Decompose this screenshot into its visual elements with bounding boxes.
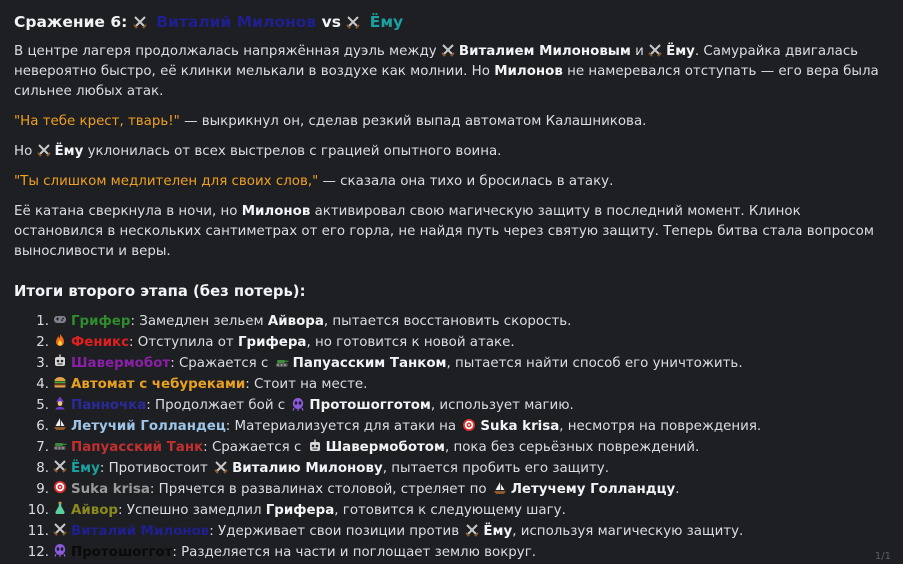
summary-item xyxy=(14,438,889,458)
text: , готовится к следующему шагу. xyxy=(334,503,566,518)
burger-icon xyxy=(53,375,67,389)
text: и xyxy=(630,44,649,59)
character-name: Виталий Милонов xyxy=(71,524,210,539)
item-description xyxy=(170,354,742,374)
battle-title xyxy=(14,9,889,35)
target-name: Грифера xyxy=(237,335,307,350)
target-icon xyxy=(462,418,476,432)
summary-item xyxy=(14,354,889,374)
item-number: 7. xyxy=(36,440,49,455)
text: Её катана сверкнула в ночи, но xyxy=(14,204,242,219)
summary-list xyxy=(14,312,889,563)
text: . xyxy=(675,482,680,497)
crossed-swords-icon xyxy=(133,11,147,25)
text: : Сражается с xyxy=(203,440,306,455)
paragraph-3 xyxy=(14,142,889,162)
text: : Стоит на месте. xyxy=(245,377,368,392)
name-bold: Милонов xyxy=(241,204,311,219)
text: : Продолжает бой с xyxy=(146,398,290,413)
alien-icon xyxy=(53,543,67,557)
swords-icon xyxy=(465,523,479,537)
item-number: 8. xyxy=(36,461,49,476)
paragraph-quote-2 xyxy=(14,172,889,192)
name-bold: Ёму xyxy=(666,44,695,59)
item-description xyxy=(172,543,536,563)
summary-item xyxy=(14,375,889,395)
summary-item xyxy=(14,501,889,521)
quote-text: "На тебе крест, тварь!" xyxy=(14,114,180,129)
character-name: Феникс xyxy=(71,335,130,350)
text: В центре лагеря продолжалась напряжённая дуэль между xyxy=(14,44,441,59)
vs-label: vs xyxy=(321,13,341,31)
page-indicator: 1/1 xyxy=(874,551,891,562)
text: , пока без серьёзных повреждений. xyxy=(444,440,700,455)
paragraph-5 xyxy=(14,202,889,262)
item-description xyxy=(146,396,574,416)
text: не намеревался отступать — его вера была сильнее любых атак. xyxy=(14,64,879,99)
crossed-swords-icon xyxy=(37,143,51,157)
summary-item xyxy=(14,480,889,500)
target-name: Грифера xyxy=(265,503,335,518)
tank-icon xyxy=(53,438,67,452)
text: : Разделяется на части и поглощает землю вокруг. xyxy=(172,545,537,560)
text: : Отступила от xyxy=(129,335,238,350)
character-name: Ёму xyxy=(71,461,100,476)
name-bold: Ёму xyxy=(54,144,84,159)
swords-icon xyxy=(214,460,228,474)
text: , пытается восстановить скорость. xyxy=(323,314,572,329)
tank-icon xyxy=(275,355,289,369)
summary-title: Итоги второго этапа (без потерь): xyxy=(14,283,306,300)
alien-icon xyxy=(291,397,305,411)
character-name: Suka krisa xyxy=(71,482,150,497)
text: , пытается пробить его защиту. xyxy=(382,461,609,476)
mage-icon xyxy=(53,396,67,410)
summary-item xyxy=(14,333,889,353)
text: уклонилась от всех выстрелов с грацией опытного воина. xyxy=(83,144,502,159)
summary-item xyxy=(14,459,889,479)
ship-icon xyxy=(53,417,67,431)
text: , используя магическую защиту. xyxy=(512,524,744,539)
crossed-swords-icon xyxy=(648,43,662,57)
item-description xyxy=(130,312,571,332)
fighter1-name: Виталий Милонов xyxy=(156,13,317,31)
text: : Успешно замедлил xyxy=(118,503,266,518)
swords-icon xyxy=(53,459,67,473)
text: — сказала она тихо и бросилась в атаку. xyxy=(318,174,614,189)
text: , использует магию. xyxy=(430,398,574,413)
text: : Противостоит xyxy=(99,461,213,476)
name-bold: Виталием Милоновым xyxy=(458,44,631,59)
item-description xyxy=(150,480,680,500)
summary-item xyxy=(14,417,889,437)
item-number: 12. xyxy=(27,545,49,560)
target-name: Suka krisa xyxy=(480,419,560,434)
text: : Удерживает свои позиции против xyxy=(209,524,464,539)
item-number: 5. xyxy=(36,398,49,413)
fire-icon xyxy=(53,333,67,347)
target-name: Летучему Голландцу xyxy=(510,482,676,497)
crossed-swords-icon xyxy=(441,43,455,57)
target-icon xyxy=(53,480,67,494)
title-prefix: Сражение 6: xyxy=(14,13,128,31)
item-number: 3. xyxy=(36,356,49,371)
character-name: Протошоггот xyxy=(71,545,173,560)
character-name: Папуасский Танк xyxy=(71,440,204,455)
text: , несмотря на повреждения. xyxy=(559,419,762,434)
fighter2-name: Ёму xyxy=(369,13,404,31)
item-description xyxy=(203,438,699,458)
robot-icon xyxy=(53,354,67,368)
name-bold: Милонов xyxy=(494,64,563,79)
character-name: Грифер xyxy=(71,314,131,329)
character-name: Айвор xyxy=(71,503,119,518)
character-name: Автомат с чебуреками xyxy=(71,377,246,392)
quote-text: "Ты слишком медлителен для своих слов," xyxy=(14,174,319,189)
crossed-swords-icon xyxy=(346,11,360,25)
target-name: Шавермоботом xyxy=(325,440,445,455)
paragraph-quote-1 xyxy=(14,112,889,132)
ship-icon xyxy=(493,481,507,495)
item-number: 9. xyxy=(36,482,49,497)
text: — выкрикнул он, сделав резкий выпад автоматом Калашникова. xyxy=(179,114,647,129)
item-number: 4. xyxy=(36,377,49,392)
paragraph-1 xyxy=(14,42,889,102)
item-description xyxy=(118,501,566,521)
target-name: Айвора xyxy=(267,314,324,329)
item-description xyxy=(129,333,515,353)
item-number: 11. xyxy=(27,524,49,539)
potion-icon xyxy=(53,501,67,515)
text: : Сражается с xyxy=(170,356,273,371)
text: , но готовится к новой атаке. xyxy=(306,335,515,350)
target-name: Протошогготом xyxy=(309,398,431,413)
item-description xyxy=(100,459,609,479)
target-name: Виталию Милонову xyxy=(232,461,383,476)
text: , пытается найти способ его уничтожить. xyxy=(446,356,743,371)
summary-item xyxy=(14,522,889,542)
character-name: Шавермобот xyxy=(71,356,171,371)
summary-item xyxy=(14,312,889,332)
text: Но xyxy=(14,144,37,159)
summary-item xyxy=(14,396,889,416)
text: : Замедлен зельем xyxy=(130,314,268,329)
text: : Материализуется для атаки на xyxy=(225,419,461,434)
target-name: Папуасским Танком xyxy=(292,356,447,371)
item-description xyxy=(226,417,761,437)
text: : Прячется в развалинах столовой, стреляет по xyxy=(149,482,491,497)
item-number: 1. xyxy=(36,314,49,329)
item-description xyxy=(245,375,367,395)
summary-item xyxy=(14,543,889,563)
item-number: 10. xyxy=(27,503,49,518)
item-description xyxy=(209,522,743,542)
item-number: 6. xyxy=(36,419,49,434)
item-number: 2. xyxy=(36,335,49,350)
gamepad-icon xyxy=(53,312,67,326)
text: . Самурайка двигалась невероятно быстро, её клинки мелькали в воздухе как молнии. Но xyxy=(14,44,859,79)
robot-icon xyxy=(308,439,322,453)
text: активировал свою магическую защиту в последний момент. Клинок остановился в нескольких сантиметрах от его горла, не найдя путь через святую защиту. Теперь битва стала вопросом выносливости и веры. xyxy=(14,204,874,259)
character-name: Панночка xyxy=(71,398,147,413)
character-name: Летучий Голландец xyxy=(71,419,226,434)
swords-icon xyxy=(53,522,67,536)
target-name: Ёму xyxy=(483,524,513,539)
